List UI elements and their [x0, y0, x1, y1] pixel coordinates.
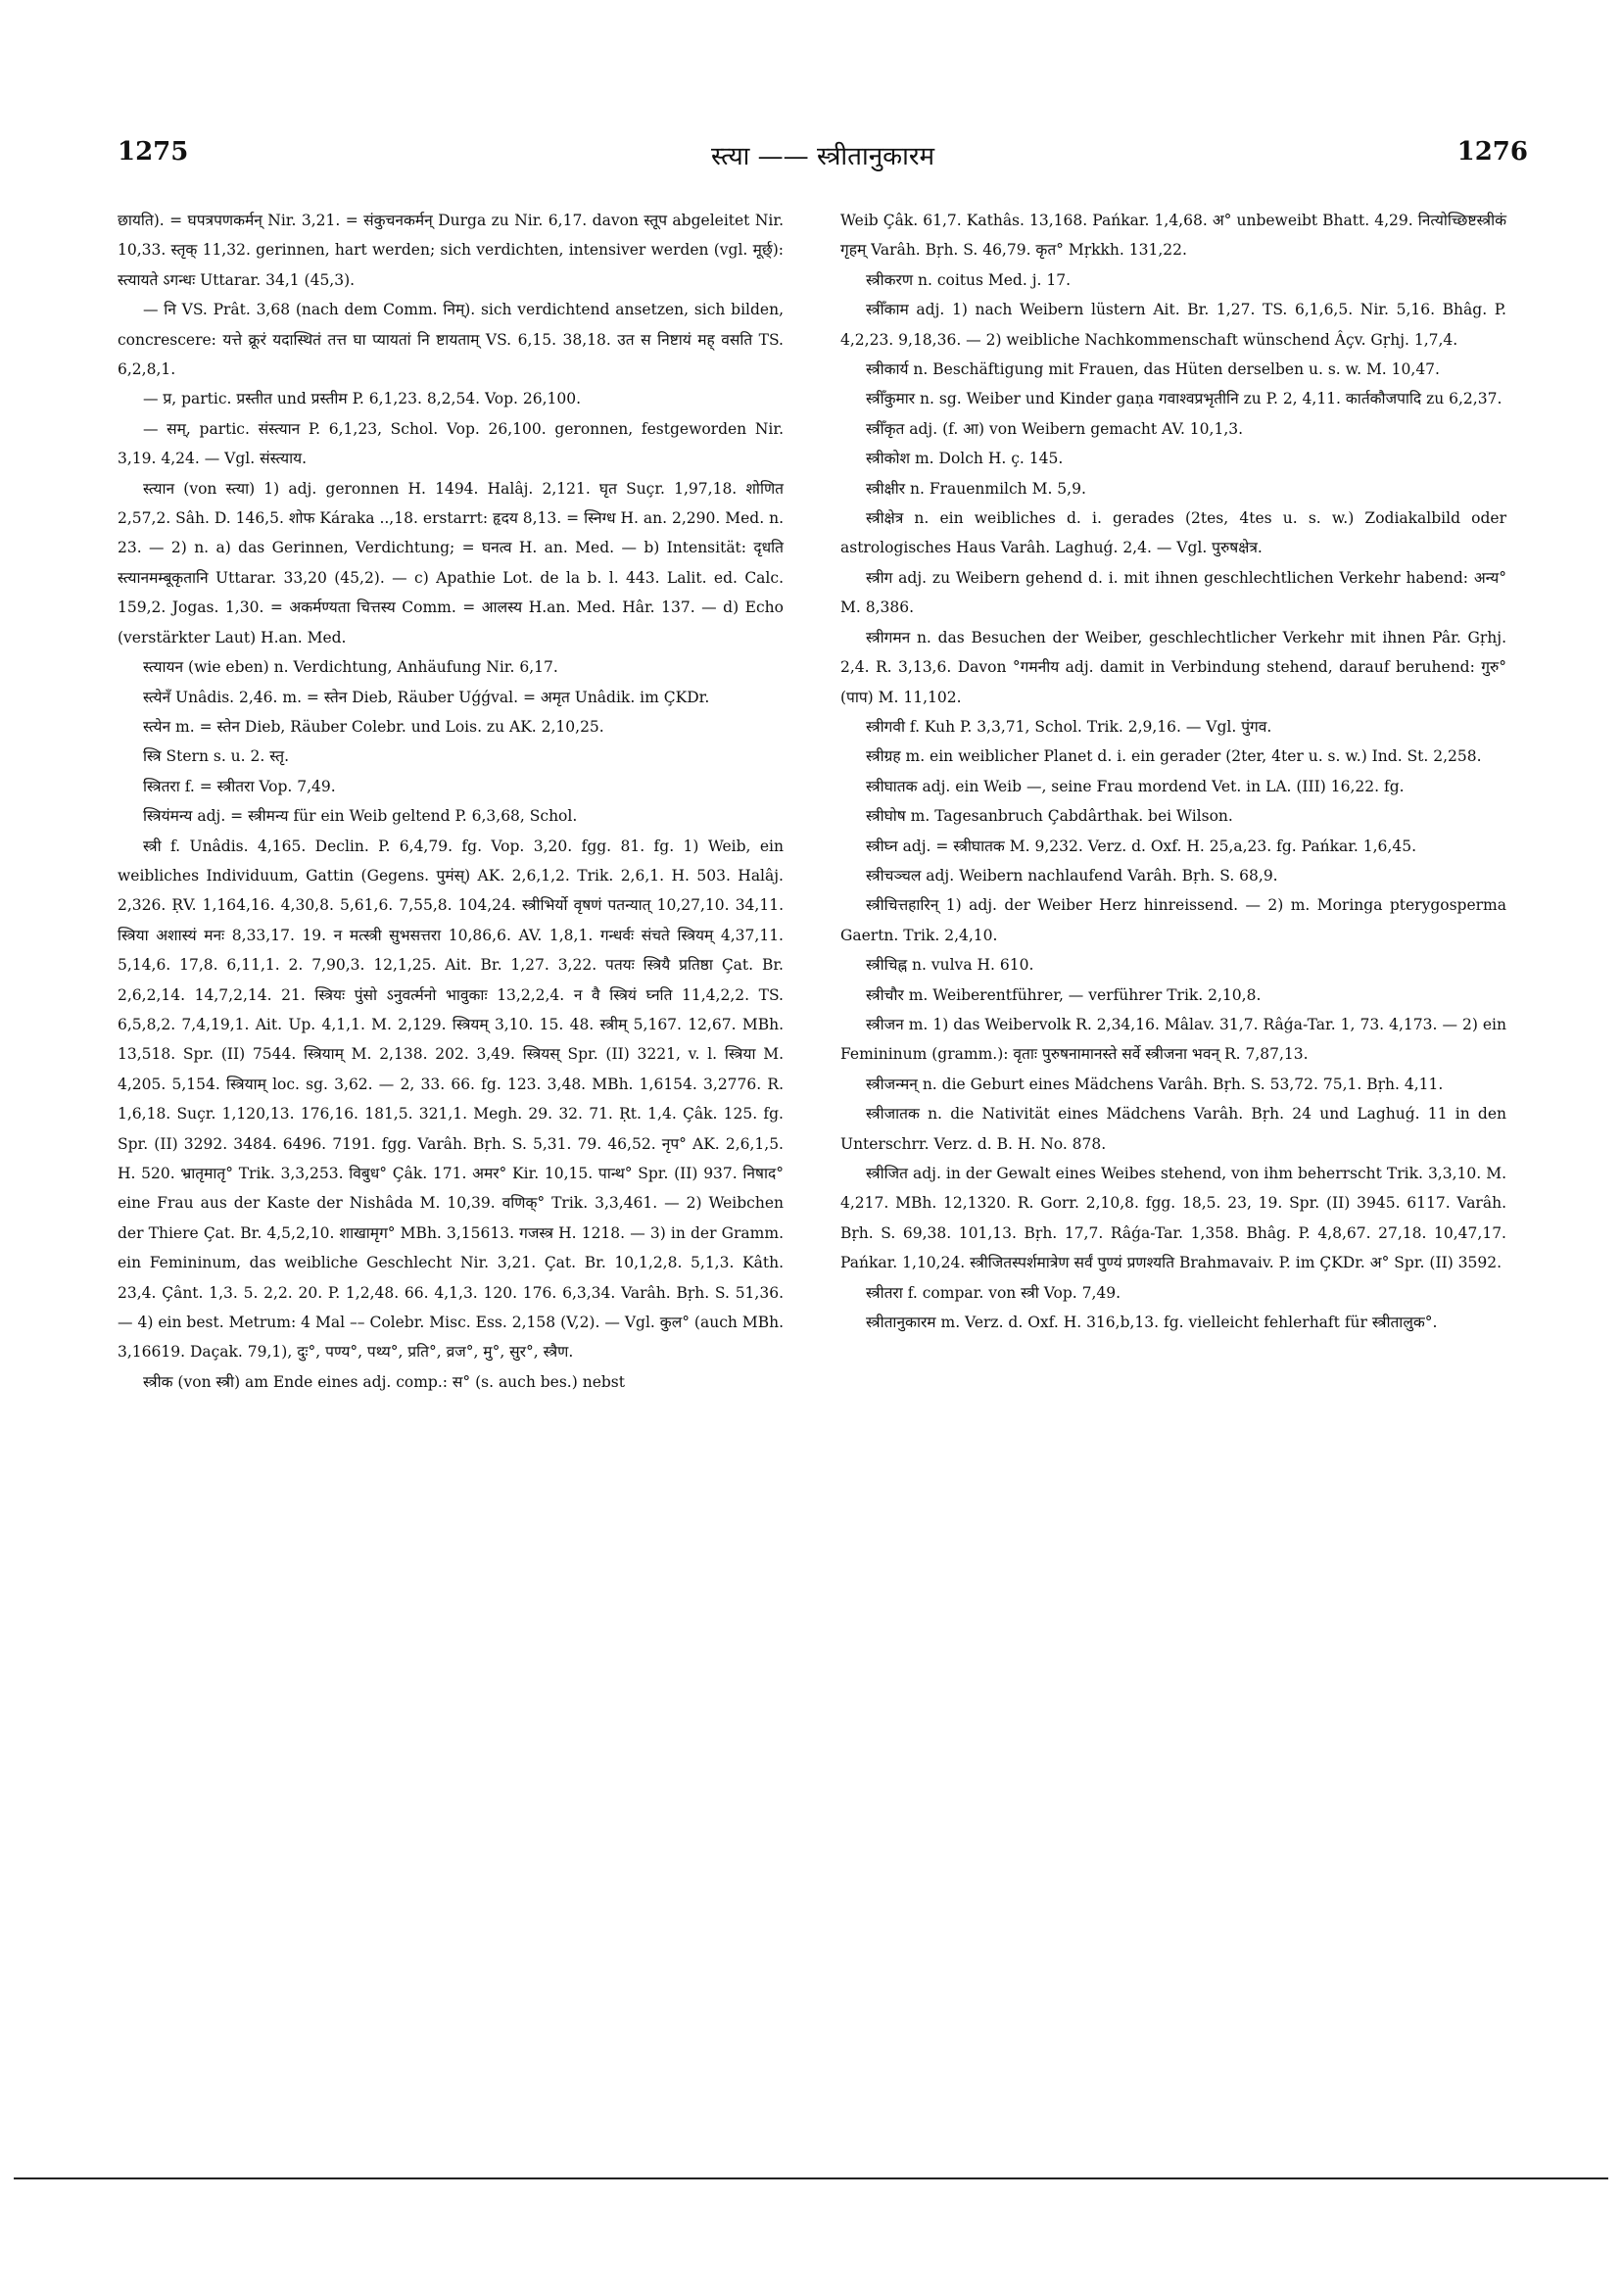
- dictionary-entry: स्त्रीघातक adj. ein Weib —, seine Frau mordend Vet. in LA. (III) 16,22. fg.: [866, 777, 1405, 795]
- dictionary-entry: स्त्रीघ्न adj. = स्त्रीघातक M. 9,232. Verz. d. Oxf. H. 25,a,23. fg. Pańkar. 1,6,45.: [866, 837, 1416, 855]
- dictionary-entry: Weib Çâk. 61,7. Kathâs. 13,168. Pańkar. 1,4,68. अ° unbeweibt Bhatt. 4,29. नित्योच्छिष्टस्त्रीकं गृहम् Varâh. Bṛh. S. 46,79. कृत° Mṛkkh. 131,22.: [840, 212, 1506, 260]
- dictionary-entry: स्त्रीजित adj. in der Gewalt eines Weibes stehend, von ihm beherrscht Trik. 3,3,10. M. 4,217. MBh. 12,1320. R. Gorr. 2,10,8. fgg. 18,5. 23, 19. Spr. (II) 3945. 6117. Varâh. Bṛh. S. 69,38. 101,13. Bṛh. 17,7. Râǵa-Tar. 1,358. Bhâg. P. 4,8,67. 27,18. 10,47,17. Pańkar. 1,10,24. स्त्रीजितस्पर्शमात्रेण सर्वं पुण्यं प्रणश्यति Brahmavaiv. P. im ÇKDr. अ° Spr. (II) 3592.: [840, 1165, 1506, 1272]
- left-column: [118, 206, 784, 1397]
- dictionary-entry: स्त्रीग adj. zu Weibern gehend d. i. mit ihnen geschlechtlichen Verkehr habend: अन्य° M. 8,386.: [840, 568, 1506, 617]
- dictionary-entry: स्त्रीगवी f. Kuh P. 3,3,71, Schol. Trik. 2,9,16. — Vgl. पुंगव.: [866, 717, 1272, 736]
- dictionary-entry: स्त्रीचञ्चल adj. Weibern nachlaufend Varâh. Bṛh. S. 68,9.: [866, 866, 1278, 885]
- dictionary-entry: स्त्रीक्षीर n. Frauenmilch M. 5,9.: [866, 479, 1086, 498]
- dictionary-entry: स्त्रीतरा f. compar. von स्त्री Vop. 7,49.: [866, 1283, 1121, 1302]
- dictionary-entry: स्त्रीक (von स्त्री) am Ende eines adj. comp.: स° (s. auch bes.) nebst: [143, 1372, 625, 1391]
- dictionary-entry: स्त्रीजन्मन् n. die Geburt eines Mädchens Varâh. Bṛh. S. 53,72. 75,1. Bṛh. 4,11.: [866, 1075, 1444, 1093]
- dictionary-entry: स्त्रीतानुकारम m. Verz. d. Oxf. H. 316,b,13. fg. vielleicht fehlerhaft für स्त्रीतालुक°.: [866, 1314, 1438, 1332]
- dictionary-entry: — सम्, partic. संस्त्यान P. 6,1,23, Schol. Vop. 26,100. geronnen, festgeworden Nir. 3,19. 4,24. — Vgl. संस्त्याय.: [118, 419, 784, 468]
- dictionary-entry: स्त्रीँकुमार n. sg. Weiber und Kinder gaṇa गवाश्वप्रभृतीनि zu P. 2, 4,11. कार्तकौजपादि zu 6,2,37.: [866, 390, 1503, 408]
- dictionary-entry: स्त्रीचौर m. Weiberentführer, — verführer Trik. 2,10,8.: [866, 985, 1262, 1004]
- dictionary-entry: — प्र, partic. प्रस्तीत und प्रस्तीम P. 6,1,23. 8,2,54. Vop. 26,100.: [143, 390, 582, 408]
- dictionary-entry: स्त्रीग्रह m. ein weiblicher Planet d. i. ein gerader (2ter, 4ter u. s. w.) Ind. St. 2,258.: [866, 747, 1482, 766]
- dictionary-entry: स्त्रीजन m. 1) das Weibervolk R. 2,34,16. Mâlav. 31,7. Râǵa-Tar. 1, 73. 4,173. — 2) ein Femininum (gramm.): वृताः पुरुषनामानस्ते सर्वे स्त्रीजना भवन् R. 7,87,13.: [840, 1015, 1506, 1064]
- dictionary-entry: स्त्री f. Unâdis. 4,165. Declin. P. 6,4,79. fg. Vop. 3,20. fgg. 81. fg. 1) Weib, ein weibliches Individuum, Gattin (Gegens. पुमंस्) AK. 2,6,1,2. Trik. 2,6,1. H. 503. Halâj. 2,326. ṚV. 1,164,16. 4,30,8. 5,61,6. 7,55,8. 104,24. स्त्रीभिर्यो वृषणं पतन्यात् 10,27,10. 34,11. स्त्रिया अशास्यं मनः 8,33,17. 19. न मत्स्त्री सुभसत्तरा 10,86,6. AV. 1,8,1. गन्धर्वः संचते स्त्रियम् 4,37,11. 5,14,6. 17,8. 6,11,1. 2. 7,90,3. 12,1,25. Ait. Br. 1,27. 3,22. पतयः स्त्रियै प्रतिष्ठा Çat. Br. 2,6,2,14. 14,7,2,14. 21. स्त्रियः पुंसो ऽनुवर्त्मनो भावुकाः 13,2,2,4. न वै स्त्रियं घ्नति 11,4,2,2. TS. 6,5,8,2. 7,4,19,1. Ait. Up. 4,1,1. M. 2,129. स्त्रियम् 3,10. 15. 48. स्त्रीम् 5,167. 12,67. MBh. 13,518. Spr. (II) 7544. स्त्रियाम् M. 2,138. 202. 3,49. स्त्रियस् Spr. (II) 3221, v. l. स्त्रिया M. 4,205. 5,154. स्त्रियाम् loc. sg. 3,62. — 2, 33. 66. fg. 123. 3,48. MBh. 1,6154. 3,2776. R. 1,6,18. Suçr. 1,120,13. 176,16. 181,5. 321,1. Megh. 29. 32. 71. Ṛt. 1,4. Çâk. 125. fg. Spr. (II) 3292. 3484. 6496. 7191. fgg. Varâh. Bṛh. S. 5,31. 79. 46,52. नृप° AK. 2,6,1,5. H. 520. भ्रातृमातृ° Trik. 3,3,253. विबुध° Çâk. 171. अमर° Kir. 10,15. पान्थ° Spr. (II) 937. निषाद° eine Frau aus der Kaste der Nishâda M. 10,39. वणिक्° Trik. 3,3,461. — 2) Weibchen der Thiere Çat. Br. 4,5,2,10. शाखामृग° MBh. 3,15613. गजस्त्र H. 1218. — 3) in der Gramm. ein Femininum, das weibliche Geschlecht Nir. 3,21. Çat. Br. 10,1,2,8. 5,1,3. Kâth. 23,4. Çânt. 1,3. 5. 2,2. 20. P. 1,2,48. 66. 4,1,3. 120. 176. 6,3,34. Varâh. Bṛh. S. 51,36. — 4) ein best. Metrum: 4 Mal –– Colebr. Misc. Ess. 2,158 (V,2). — Vgl. कुल° (auch MBh. 3,16619. Daçak. 79,1), दुः°, पण्य°, पथ्य°, प्रति°, व्रज°, मु°, सुर°, स्त्रैण.: [118, 837, 784, 1362]
- dictionary-entry: स्त्रितरा f. = स्त्रीतरा Vop. 7,49.: [143, 777, 336, 795]
- page-number-left: 1275: [118, 137, 189, 167]
- dictionary-entry: स्त्यायन (wie eben) n. Verdichtung, Anhäufung Nir. 6,17.: [143, 658, 558, 677]
- dictionary-entry: स्त्येनँ Unâdis. 2,46. m. = स्तेन Dieb, Räuber Uǵǵval. = अमृत Unâdik. im ÇKDr.: [143, 688, 710, 706]
- dictionary-entry: स्त्रीँकृत adj. (f. आ) von Weibern gemacht AV. 10,1,3.: [866, 419, 1244, 438]
- running-title: स्त्या —— स्त्रीतानुकारम: [710, 142, 935, 171]
- dictionary-entry: स्त्रीचित्तहारिन् 1) adj. der Weiber Herz hinreissend. — 2) m. Moringa pterygosperma Gaertn. Trik. 2,4,10.: [840, 896, 1506, 944]
- bottom-divider: [14, 2177, 1608, 2179]
- dictionary-entry: स्त्रीक्षेत्र n. ein weibliches d. i. gerades (2tes, 4tes u. s. w.) Zodiakalbild oder astrologisches Haus Varâh. Laghuǵ. 2,4. — Vgl. पुरुषक्षेत्र.: [840, 509, 1506, 557]
- dictionary-entry: स्त्यान (von स्त्या) 1) adj. geronnen H. 1494. Halâj. 2,121. घृत Suçr. 1,97,18. शोणित 2,57,2. Sâh. D. 146,5. शोफ Káraka ..,18. erstarrt: हृदय 8,13. = स्निग्ध H. an. 2,290. Med. n. 23. — 2) n. a) das Gerinnen, Verdichtung; = घनत्व H. an. Med. — b) Intensität: दृधति स्त्यानमम्बूकृतानि Uttarar. 33,20 (45,2). — c) Apathie Lot. de la b. l. 443. Lalit. ed. Calc. 159,2. Jogas. 1,30. = अकर्मण्यता चित्तस्य Comm. = आलस्य H.an. Med. Hâr. 137. — d) Echo (verstärkter Laut) H.an. Med.: [118, 479, 784, 646]
- dictionary-entry: स्त्रीकोश m. Dolch H. ç. 145.: [866, 450, 1064, 468]
- dictionary-entry: स्त्रीँकाम adj. 1) nach Weibern lüstern Ait. Br. 1,27. TS. 6,1,6,5. Nir. 5,16. Bhâg. P. 4,2,23. 9,18,36. — 2) weibliche Nachkommenschaft wünschend Âçv. Gṛhj. 1,7,4.: [840, 301, 1506, 349]
- page-header: [118, 137, 1528, 186]
- dictionary-entry: स्त्रीकार्य n. Beschäftigung mit Frauen, das Hüten derselben u. s. w. M. 10,47.: [866, 360, 1440, 379]
- dictionary-entry: छायति). = घपत्रपणकर्मन् Nir. 3,21. = संकुचनकर्मन् Durga zu Nir. 6,17. davon स्तूप abgeleitet Nir. 10,33. स्तृक् 11,32. gerinnen, hart werden; sich verdichten, intensiver werden (vgl. मूर्छ्): स्त्यायते ऽगन्धः Uttarar. 34,1 (45,3).: [118, 212, 784, 289]
- dictionary-entry: स्त्रीगमन n. das Besuchen der Weiber, geschlechtlicher Verkehr mit ihnen Pâr. Gṛhj. 2,4. R. 3,13,6. Davon °गमनीय adj. damit in Verbindung stehend, darauf beruhend: गुरु° (पाप) M. 11,102.: [840, 628, 1506, 706]
- dictionary-entry: स्त्रीकरण n. coitus Med. j. 17.: [866, 270, 1072, 289]
- dictionary-entry: स्त्येन m. = स्तेन Dieb, Räuber Colebr. und Lois. zu AK. 2,10,25.: [143, 717, 604, 736]
- dictionary-entry: — नि VS. Prât. 3,68 (nach dem Comm. निम्). sich verdichtend ansetzen, sich bilden, concrescere: यत्ते क्रूरं यदास्थितं तत्त घा प्यायतां नि ष्टायताम् VS. 6,15. 38,18. उत स निष्टायं मह् वसति TS. 6,2,8,1.: [118, 301, 784, 379]
- page-number-right: 1276: [1456, 137, 1528, 167]
- right-column: [840, 206, 1506, 1337]
- dictionary-entry: स्त्रीघोष m. Tagesanbruch Çabdârthak. bei Wilson.: [866, 807, 1233, 826]
- dictionary-entry: स्त्रि Stern s. u. 2. स्तृ.: [143, 747, 290, 766]
- dictionary-entry: स्त्रियंमन्य adj. = स्त्रीमन्य für ein Weib geltend P. 6,3,68, Schol.: [143, 807, 578, 826]
- dictionary-entry: स्त्रीचिह्न n. vulva H. 610.: [866, 956, 1034, 975]
- dictionary-entry: स्त्रीजातक n. die Nativität eines Mädchens Varâh. Bṛh. 24 und Laghuǵ. 11 in den Unterschrr. Verz. d. B. H. No. 878.: [840, 1105, 1506, 1153]
